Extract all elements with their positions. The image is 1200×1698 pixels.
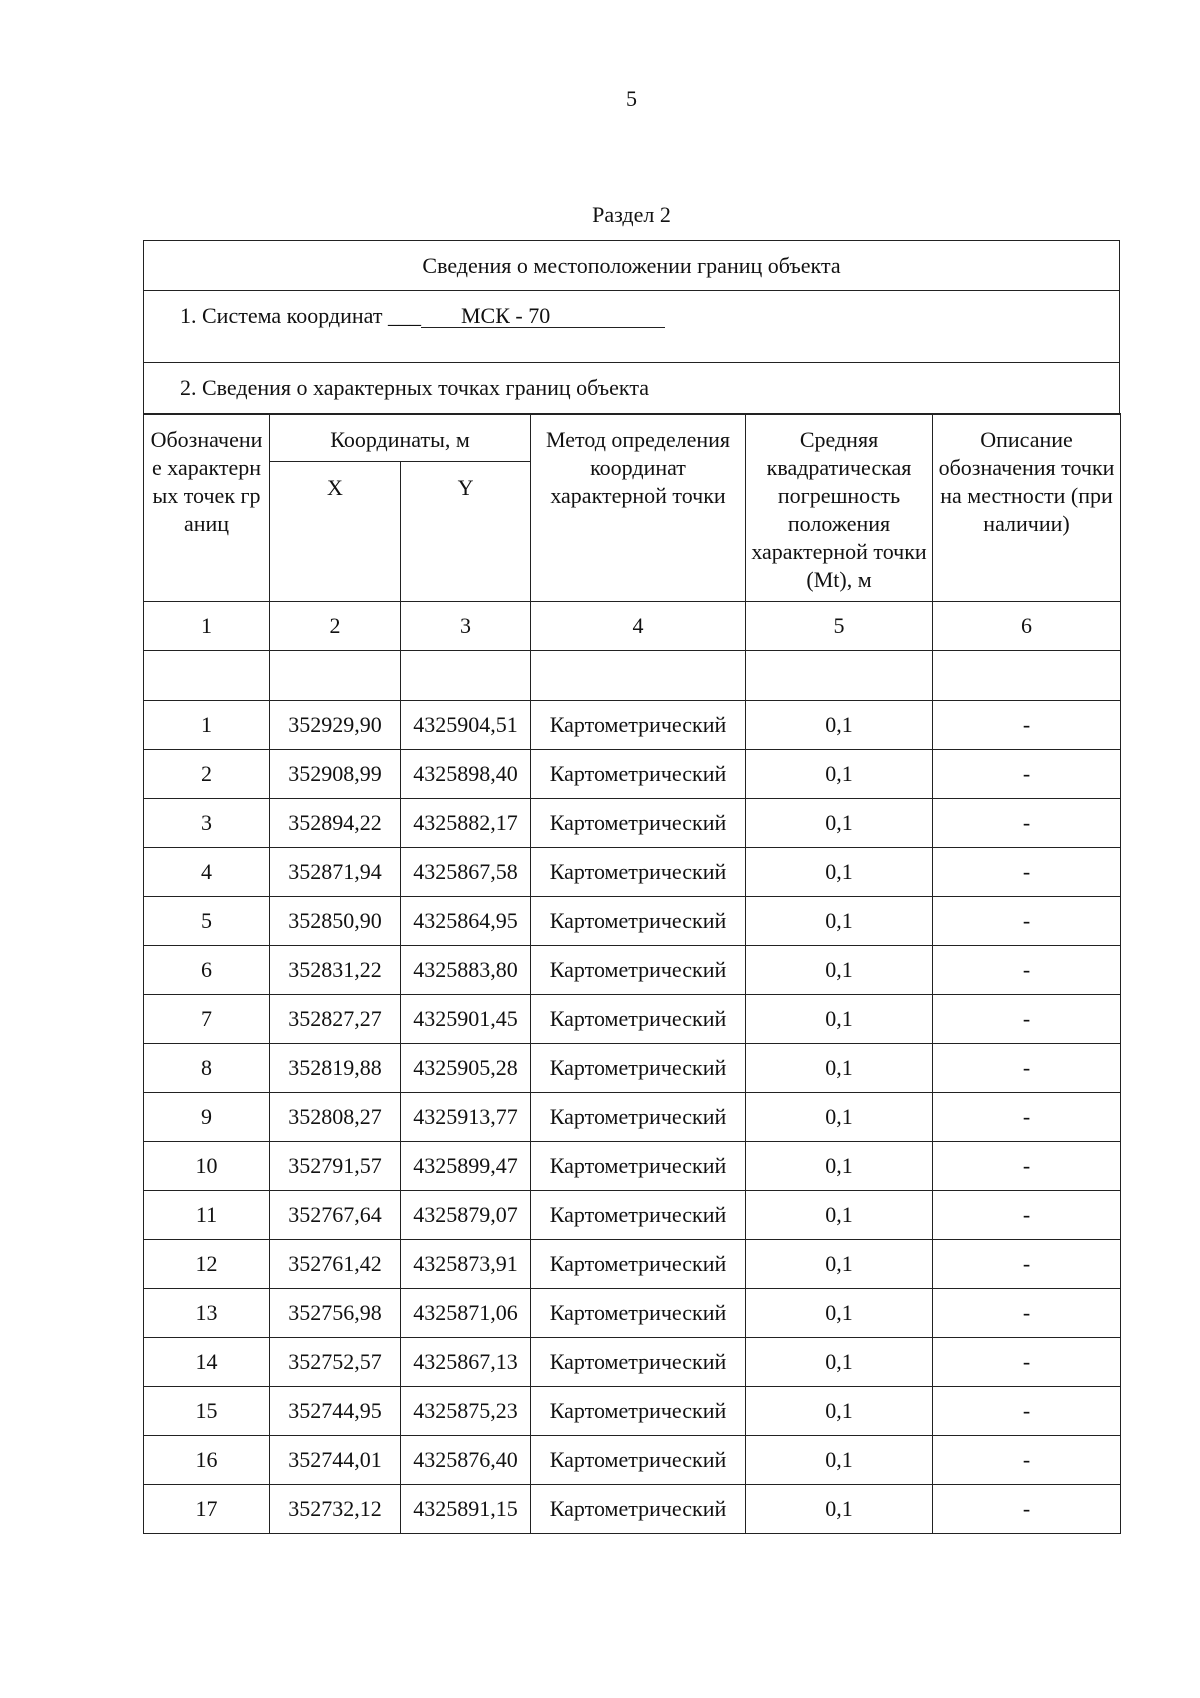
point-number-cell: 5 (144, 897, 270, 946)
table-row (144, 1338, 1121, 1387)
points-heading: 2. Сведения о характерных точках границ объекта (180, 375, 649, 400)
point-number-cell: 11 (144, 1191, 270, 1240)
point-number-cell: 10 (144, 1142, 270, 1191)
x-coordinate-cell: 352756,98 (270, 1289, 401, 1338)
point-number-cell: 4 (144, 848, 270, 897)
error-cell: 0,1 (746, 1436, 933, 1485)
header-y: Y (401, 462, 531, 602)
column-number: 5 (746, 602, 933, 651)
error-cell: 0,1 (746, 1387, 933, 1436)
error-cell: 0,1 (746, 1093, 933, 1142)
method-cell: Картометрический (531, 1485, 746, 1534)
error-cell: 0,1 (746, 799, 933, 848)
description-cell: - (933, 1240, 1121, 1289)
empty-cell (401, 651, 531, 701)
x-coordinate-cell: 352752,57 (270, 1338, 401, 1387)
header-coordinates: Координаты, м (270, 414, 531, 462)
method-cell: Картометрический (531, 1338, 746, 1387)
header-designation: Обозначение характерных точек границ (144, 414, 270, 602)
error-cell: 0,1 (746, 1240, 933, 1289)
method-cell: Картометрический (531, 1191, 746, 1240)
table-row (144, 1093, 1121, 1142)
method-cell: Картометрический (531, 897, 746, 946)
description-cell: - (933, 946, 1121, 995)
coordinate-system-value: МСК - 70 (421, 305, 665, 328)
error-cell: 0,1 (746, 946, 933, 995)
method-cell: Картометрический (531, 1044, 746, 1093)
table-row (144, 1142, 1121, 1191)
description-cell: - (933, 1485, 1121, 1534)
method-cell: Картометрический (531, 946, 746, 995)
column-number: 2 (270, 602, 401, 651)
x-coordinate-cell: 352831,22 (270, 946, 401, 995)
x-coordinate-cell: 352908,99 (270, 750, 401, 799)
method-cell: Картометрический (531, 1436, 746, 1485)
header-description: Описание обозначения точки на местности (при наличии) (933, 414, 1121, 602)
description-cell: - (933, 1142, 1121, 1191)
column-number: 3 (401, 602, 531, 651)
point-number-cell: 12 (144, 1240, 270, 1289)
error-cell: 0,1 (746, 750, 933, 799)
x-coordinate-cell: 352732,12 (270, 1485, 401, 1534)
description-cell: - (933, 750, 1121, 799)
table-row (144, 1485, 1121, 1534)
x-coordinate-cell: 352767,64 (270, 1191, 401, 1240)
description-cell: - (933, 1191, 1121, 1240)
y-coordinate-cell: 4325871,06 (401, 1289, 531, 1338)
method-cell: Картометрический (531, 701, 746, 750)
y-coordinate-cell: 4325867,58 (401, 848, 531, 897)
y-coordinate-cell: 4325883,80 (401, 946, 531, 995)
x-coordinate-cell: 352744,01 (270, 1436, 401, 1485)
column-number: 1 (144, 602, 270, 651)
empty-cell (144, 651, 270, 701)
x-coordinate-cell: 352827,27 (270, 995, 401, 1044)
header-error: Средняя квадратическая погрешность положения характерной точки (Mt), м (746, 414, 933, 602)
page-number: 5 (626, 86, 637, 111)
object-boundaries-frame (143, 240, 1120, 415)
description-cell: - (933, 701, 1121, 750)
column-numbers-row (144, 602, 1121, 651)
y-coordinate-cell: 4325913,77 (401, 1093, 531, 1142)
y-coordinate-cell: 4325904,51 (401, 701, 531, 750)
table-row (144, 1436, 1121, 1485)
point-number-cell: 6 (144, 946, 270, 995)
error-cell: 0,1 (746, 1044, 933, 1093)
error-cell: 0,1 (746, 848, 933, 897)
empty-cell (933, 651, 1121, 701)
point-number-cell: 7 (144, 995, 270, 1044)
y-coordinate-cell: 4325882,17 (401, 799, 531, 848)
point-number-cell: 16 (144, 1436, 270, 1485)
method-cell: Картометрический (531, 848, 746, 897)
coordinate-system-row (144, 291, 1119, 363)
point-number-cell: 3 (144, 799, 270, 848)
error-cell: 0,1 (746, 1485, 933, 1534)
table-row (144, 1044, 1121, 1093)
error-cell: 0,1 (746, 701, 933, 750)
point-number-cell: 14 (144, 1338, 270, 1387)
table-row (144, 750, 1121, 799)
description-cell: - (933, 1044, 1121, 1093)
table-row (144, 897, 1121, 946)
frame-title: Сведения о местоположении границ объекта (144, 241, 1119, 291)
table-row (144, 1387, 1121, 1436)
description-cell: - (933, 897, 1121, 946)
description-cell: - (933, 1093, 1121, 1142)
point-number-cell: 2 (144, 750, 270, 799)
y-coordinate-cell: 4325879,07 (401, 1191, 531, 1240)
header-x: X (270, 462, 401, 602)
x-coordinate-cell: 352894,22 (270, 799, 401, 848)
method-cell: Картометрический (531, 1289, 746, 1338)
table-row (144, 701, 1121, 750)
x-coordinate-cell: 352850,90 (270, 897, 401, 946)
empty-cell (746, 651, 933, 701)
method-cell: Картометрический (531, 750, 746, 799)
description-cell: - (933, 1338, 1121, 1387)
method-cell: Картометрический (531, 995, 746, 1044)
y-coordinate-cell: 4325873,91 (401, 1240, 531, 1289)
description-cell: - (933, 1436, 1121, 1485)
x-coordinate-cell: 352871,94 (270, 848, 401, 897)
table-row (144, 1240, 1121, 1289)
table-row (144, 799, 1121, 848)
point-number-cell: 13 (144, 1289, 270, 1338)
x-coordinate-cell: 352808,27 (270, 1093, 401, 1142)
empty-row (144, 651, 1121, 701)
empty-cell (270, 651, 401, 701)
description-cell: - (933, 1289, 1121, 1338)
table-row (144, 946, 1121, 995)
boundary-points-table (143, 413, 1121, 1534)
column-number: 6 (933, 602, 1121, 651)
method-cell: Картометрический (531, 1142, 746, 1191)
point-number-cell: 15 (144, 1387, 270, 1436)
error-cell: 0,1 (746, 1338, 933, 1387)
y-coordinate-cell: 4325905,28 (401, 1044, 531, 1093)
y-coordinate-cell: 4325898,40 (401, 750, 531, 799)
section-title: Раздел 2 (592, 202, 671, 227)
y-coordinate-cell: 4325864,95 (401, 897, 531, 946)
table-row (144, 1191, 1121, 1240)
error-cell: 0,1 (746, 1289, 933, 1338)
y-coordinate-cell: 4325901,45 (401, 995, 531, 1044)
empty-cell (531, 651, 746, 701)
y-coordinate-cell: 4325875,23 (401, 1387, 531, 1436)
description-cell: - (933, 848, 1121, 897)
y-coordinate-cell: 4325891,15 (401, 1485, 531, 1534)
x-coordinate-cell: 352761,42 (270, 1240, 401, 1289)
x-coordinate-cell: 352929,90 (270, 701, 401, 750)
method-cell: Картометрический (531, 1387, 746, 1436)
description-cell: - (933, 1387, 1121, 1436)
error-cell: 0,1 (746, 1191, 933, 1240)
x-coordinate-cell: 352744,95 (270, 1387, 401, 1436)
error-cell: 0,1 (746, 1142, 933, 1191)
y-coordinate-cell: 4325867,13 (401, 1338, 531, 1387)
method-cell: Картометрический (531, 799, 746, 848)
point-number-cell: 1 (144, 701, 270, 750)
method-cell: Картометрический (531, 1240, 746, 1289)
error-cell: 0,1 (746, 995, 933, 1044)
point-number-cell: 9 (144, 1093, 270, 1142)
description-cell: - (933, 799, 1121, 848)
x-coordinate-cell: 352791,57 (270, 1142, 401, 1191)
y-coordinate-cell: 4325899,47 (401, 1142, 531, 1191)
description-cell: - (933, 995, 1121, 1044)
point-number-cell: 17 (144, 1485, 270, 1534)
table-row (144, 1289, 1121, 1338)
y-coordinate-cell: 4325876,40 (401, 1436, 531, 1485)
method-cell: Картометрический (531, 1093, 746, 1142)
point-number-cell: 8 (144, 1044, 270, 1093)
table-row (144, 848, 1121, 897)
header-method: Метод определения координат характерной точки (531, 414, 746, 602)
error-cell: 0,1 (746, 897, 933, 946)
x-coordinate-cell: 352819,88 (270, 1044, 401, 1093)
table-row (144, 995, 1121, 1044)
column-number: 4 (531, 602, 746, 651)
coordinate-system-label: 1. Система координат ___ (180, 303, 421, 328)
